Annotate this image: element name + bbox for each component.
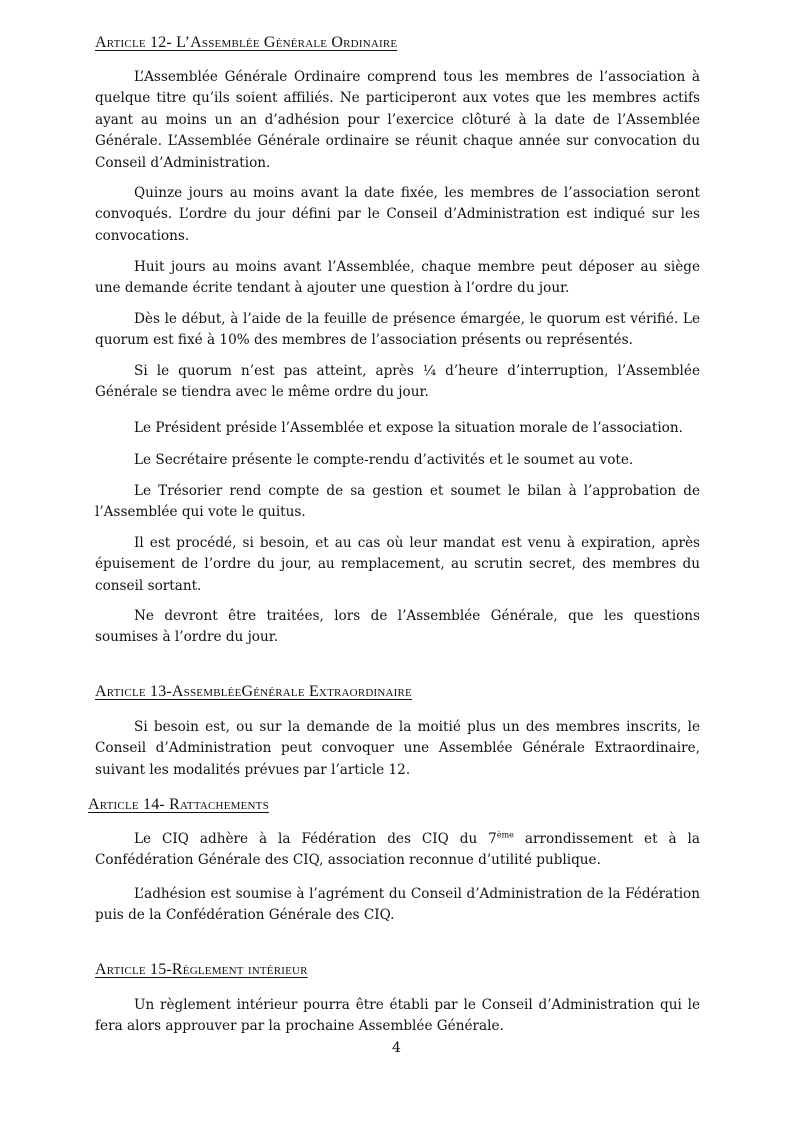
- page-number: 4: [392, 1040, 401, 1056]
- article-14-paragraph-1-end: arrondissement et à la Confédération Générale des CIQ, association reconnue d’utilité publique.: [95, 831, 700, 869]
- article-12-paragraph-5: Si le quorum n’est pas atteint, après ¼ d’heure d’interruption, l’Assemblée Générale se tiendra avec le même ordre du jour.: [95, 363, 700, 401]
- article-12-heading: Article 12- L’Assemblée Générale Ordinaire: [95, 34, 398, 51]
- article-12-paragraph-4: Dès le début, à l’aide de la feuille de présence émargée, le quorum est vérifié. Le quorum est fixé à 10% des membres de l’association présents ou représentés.: [95, 311, 700, 349]
- article-14-paragraph-2: L’adhésion est soumise à l’agrément du Conseil d’Administration de la Fédération puis de la Confédération Générale des CIQ.: [95, 886, 700, 924]
- article-12-paragraph-8: Le Trésorier rend compte de sa gestion et soumet le bilan à l’approbation de l’Assemblée qui vote le quitus.: [95, 483, 700, 521]
- article-12-paragraph-1: L’Assemblée Générale Ordinaire comprend tous les membres de l’association à quelque titre qu’ils soient affiliés. Ne participeront aux votes que les membres actifs ayant au moins un an d’adhésion pour l’exercice clôturé à la date de l’Assemblée Générale. L’Assemblée Générale ordinaire se réunit chaque année sur convocation du Conseil d’Administration.: [95, 69, 700, 171]
- article-15-heading: Article 15-Règlement intérieur: [95, 961, 308, 978]
- article-12-paragraph-7: Le Secrétaire présente le compte-rendu d’activités et le soumet au vote.: [134, 452, 634, 468]
- article-12-paragraph-2: Quinze jours au moins avant la date fixée, les membres de l’association seront convoqués. L’ordre du jour défini par le Conseil d’Administration est indiqué sur les convocations.: [95, 185, 700, 244]
- article-14-heading: Article 14- Rattachements: [88, 796, 269, 813]
- article-13-heading: Article 13-AssembléeGénérale Extraordinaire: [95, 683, 412, 700]
- ordinal-superscript: ème: [496, 830, 514, 840]
- article-15-paragraph-1: Un règlement intérieur pourra être établi par le Conseil d’Administration qui le fera alors approuver par la prochaine Assemblée Générale.: [95, 997, 700, 1035]
- article-12-paragraph-10: Ne devront être traitées, lors de l’Assemblée Générale, que les questions soumises à l’ordre du jour.: [95, 608, 700, 646]
- article-12-paragraph-9: Il est procédé, si besoin, et au cas où leur mandat est venu à expiration, après épuisement de l’ordre du jour, au remplacement, au scrutin secret, des membres du conseil sortant.: [95, 535, 700, 594]
- article-12-paragraph-6: Le Président préside l’Assemblée et expose la situation morale de l’association.: [134, 420, 683, 436]
- article-14-paragraph-1: [95, 829, 700, 872]
- article-14-paragraph-1-start: Le CIQ adhère à la Fédération des CIQ du 7: [134, 831, 497, 847]
- article-12-paragraph-3: Huit jours au moins avant l’Assemblée, chaque membre peut déposer au siège une demande écrite tendant à ajouter une question à l’ordre du jour.: [95, 259, 700, 297]
- article-13-paragraph-1: Si besoin est, ou sur la demande de la moitié plus un des membres inscrits, le Conseil d’Administration peut convoquer une Assemblée Générale Extraordinaire, suivant les modalités prévues par l’article 12.: [95, 719, 700, 778]
